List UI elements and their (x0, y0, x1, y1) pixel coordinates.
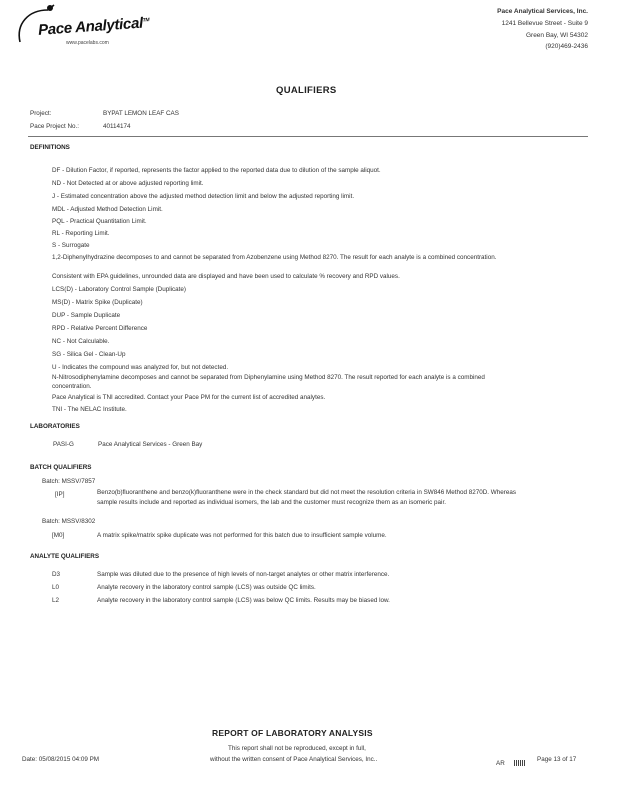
analyte-qualifier-text: Sample was diluted due to the presence of high levels of non-target analytes or other matrix interference. (97, 571, 390, 578)
definition-item: MDL - Adjusted Method Detection Limit. (52, 206, 163, 213)
definition-item: S - Surrogate (52, 242, 90, 249)
definition-item: TNI - The NELAC Institute. (52, 406, 127, 413)
divider (28, 136, 588, 137)
batch-qualifiers-heading: BATCH QUALIFIERS (30, 464, 92, 471)
footer-barcode (514, 760, 526, 766)
definition-item: U - Indicates the compound was analyzed for, but not detected. (52, 364, 229, 371)
laboratories-heading: LABORATORIES (30, 423, 80, 430)
page-title: QUALIFIERS (276, 85, 337, 96)
definition-item: Consistent with EPA guidelines, unrounded data are displayed and have been used to calculate % recovery and RPD values. (52, 273, 400, 280)
definition-item: PQL - Practical Quantitation Limit. (52, 218, 147, 225)
project-no-value: 40114174 (103, 123, 131, 130)
definition-item: RPD - Relative Percent Difference (52, 325, 148, 332)
company-name: Pace Analytical Services, Inc. (497, 8, 588, 15)
definition-item: SG - Silica Gel - Clean-Up (52, 351, 126, 358)
analyte-qualifier-text: Analyte recovery in the laboratory control sample (LCS) was outside QC limits. (97, 584, 316, 591)
definition-item: Pace Analytical is TNI accredited. Contact your Pace PM for the current list of accredited analytes. (52, 394, 326, 401)
page-number: Page 13 of 17 (537, 756, 577, 763)
footer-consent-notice: without the written consent of Pace Analytical Services, Inc.. (210, 756, 378, 763)
project-no-label: Pace Project No.: (30, 123, 79, 130)
project-value: BYPAT LEMON LEAF CAS (103, 110, 179, 117)
batch-qualifier-code: [M0] (52, 532, 65, 539)
batch-qualifier-text: Benzo(b)fluoranthene and benzo(k)fluoranthene were in the check standard but did not meet the resolution criteria in SW846 Method 8270D. Whereas sample results include and reported as individual isomers, the lab and the customer must recognize them as an isomeric pair. (97, 489, 516, 506)
report-date: Date: 05/08/2015 04:09 PM (22, 756, 100, 763)
batch-label: Batch: MSSV/7857 (42, 478, 96, 485)
definition-item: 1,2-Diphenylhydrazine decomposes to and cannot be separated from Azobenzene using Method 8270. The result for each analyte is a combined concentration. (52, 254, 497, 261)
batch-label: Batch: MSSV/8302 (42, 518, 96, 525)
analyte-qualifier-code: L0 (52, 584, 60, 591)
footer-mark: AR (496, 760, 505, 767)
definition-item: RL - Reporting Limit. (52, 230, 110, 237)
definition-item: DF - Dilution Factor, if reported, represents the factor applied to the reported data due to dilution of the sample aliquot. (52, 167, 381, 174)
logo-text: Pace Analytical™ (37, 14, 150, 39)
analyte-qualifier-code: D3 (52, 571, 61, 578)
definition-item: N-Nitrosodiphenylamine decomposes and cannot be separated from Diphenylamine using Method 8270. The result reported for each analyte is a combined concentration. (52, 374, 485, 390)
definition-item: LCS(D) - Laboratory Control Sample (Duplicate) (52, 286, 187, 293)
project-label: Project: (30, 110, 52, 117)
company-address-street: 1241 Bellevue Street - Suite 9 (501, 20, 588, 27)
footer-title: REPORT OF LABORATORY ANALYSIS (212, 728, 373, 738)
definition-item: ND - Not Detected at or above adjusted reporting limit. (52, 180, 204, 187)
definition-item: DUP - Sample Duplicate (52, 312, 121, 319)
definition-item: J - Estimated concentration above the adjusted method detection limit and below the adjusted reporting limit. (52, 193, 355, 200)
analyte-qualifiers-heading: ANALYTE QUALIFIERS (30, 553, 100, 560)
footer-reproduction-notice: This report shall not be reproduced, except in full, (228, 745, 366, 752)
company-address-city: Green Bay, WI 54302 (525, 32, 588, 39)
company-phone: (920)469-2436 (545, 43, 588, 50)
logo-url: www.pacelabs.com (66, 40, 109, 46)
definition-item: NC - Not Calculable. (52, 338, 110, 345)
laboratory-name: Pace Analytical Services - Green Bay (98, 441, 203, 448)
analyte-qualifier-text: Analyte recovery in the laboratory control sample (LCS) was below QC limits. Results may be biased low. (97, 597, 390, 604)
definitions-heading: DEFINITIONS (30, 144, 70, 151)
analyte-qualifier-code: L2 (52, 597, 60, 604)
batch-qualifier-text: A matrix spike/matrix spike duplicate was not performed for this batch due to insufficient sample volume. (97, 532, 387, 539)
batch-qualifier-code: [IP] (55, 491, 65, 498)
laboratory-code: PASI-G (53, 441, 74, 448)
definition-item: MS(D) - Matrix Spike (Duplicate) (52, 299, 143, 306)
